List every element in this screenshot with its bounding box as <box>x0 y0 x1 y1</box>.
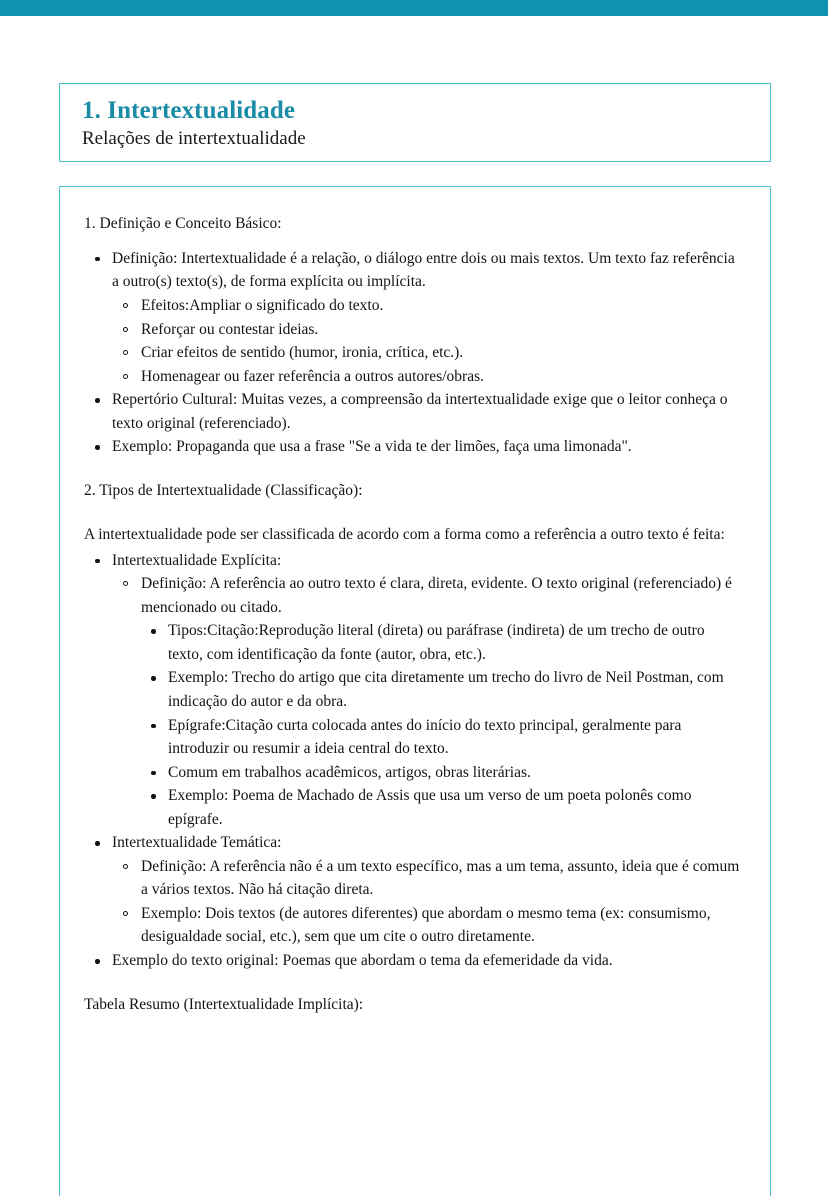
list-item: Definição: A referência não é a um texto específico, mas a um tema, assunto, ideia que é comum a vários textos. Não há citação direta. <box>111 855 742 902</box>
section-2-intro: A intertextualidade pode ser classificada de acordo com a forma como a referência a outro texto é feita: <box>84 525 725 543</box>
exemplo-original-list <box>84 949 742 973</box>
list-item: Comum em trabalhos acadêmicos, artigos, obras literárias. <box>140 761 742 785</box>
list-item: Definição: Intertextualidade é a relação, o diálogo entre dois ou mais textos. Um texto faz referência a outro(s) texto(s), de forma explícita ou implícita. <box>84 247 742 294</box>
document-page <box>0 16 828 1171</box>
section-1-sublist <box>84 294 742 388</box>
list-item: Intertextualidade Temática: <box>84 831 742 855</box>
list-item: Exemplo: Trecho do artigo que cita diretamente um trecho do livro de Neil Postman, com indicação do autor e da obra. <box>140 666 742 713</box>
top-accent-bar <box>0 0 828 16</box>
page-subtitle: Relações de intertextualidade <box>82 128 306 149</box>
list-item: Exemplo do texto original: Poemas que abordam o tema da efemeridade da vida. <box>84 949 742 973</box>
tabela-resumo-heading: Tabela Resumo (Intertextualidade Implícita): <box>84 995 364 1013</box>
list-item: Epígrafe:Citação curta colocada antes do início do texto principal, geralmente para introduzir ou resumir a ideia central do texto. <box>140 714 742 761</box>
list-item: Intertextualidade Explícita: <box>84 549 742 573</box>
explicita-detail-list <box>84 619 742 831</box>
list-item: Homenagear ou fazer referência a outros autores/obras. <box>111 365 742 389</box>
list-item: Efeitos:Ampliar o significado do texto. <box>111 294 742 318</box>
list-item: Reforçar ou contestar ideias. <box>111 318 742 342</box>
section-2-heading: 2. Tipos de Intertextualidade (Classificação): <box>84 481 363 499</box>
tematica-sublist <box>84 855 742 949</box>
section-1-list <box>84 247 742 294</box>
tematica-list <box>84 831 742 855</box>
list-item: Exemplo: Propaganda que usa a frase "Se a vida te der limões, faça uma limonada". <box>84 435 742 459</box>
list-item: Criar efeitos de sentido (humor, ironia, crítica, etc.). <box>111 341 742 365</box>
list-item: Repertório Cultural: Muitas vezes, a compreensão da intertextualidade exige que o leitor conheça o texto original (referenciado). <box>84 388 742 435</box>
explicita-sublist <box>84 572 742 619</box>
page-title: 1. Intertextualidade <box>82 97 296 124</box>
list-item: Definição: A referência ao outro texto é clara, direta, evidente. O texto original (referenciado) é mencionado ou citado. <box>111 572 742 619</box>
list-item: Tipos:Citação:Reprodução literal (direta) ou paráfrase (indireta) de um trecho de outro texto, com identificação da fonte (autor, obra, etc.). <box>140 619 742 666</box>
document-content-panel <box>59 186 771 1196</box>
section-2-list <box>84 549 742 573</box>
list-item: Exemplo: Dois textos (de autores diferentes) que abordam o mesmo tema (ex: consumismo, desigualdade social, etc.), sem que um cite o outro diretamente. <box>111 902 742 949</box>
section-1-heading: 1. Definição e Conceito Básico: <box>84 215 282 232</box>
list-item: Exemplo: Poema de Machado de Assis que usa um verso de um poeta polonês como epígrafe. <box>140 784 742 831</box>
document-header-panel <box>59 83 771 162</box>
section-1-list-continued <box>84 388 742 459</box>
